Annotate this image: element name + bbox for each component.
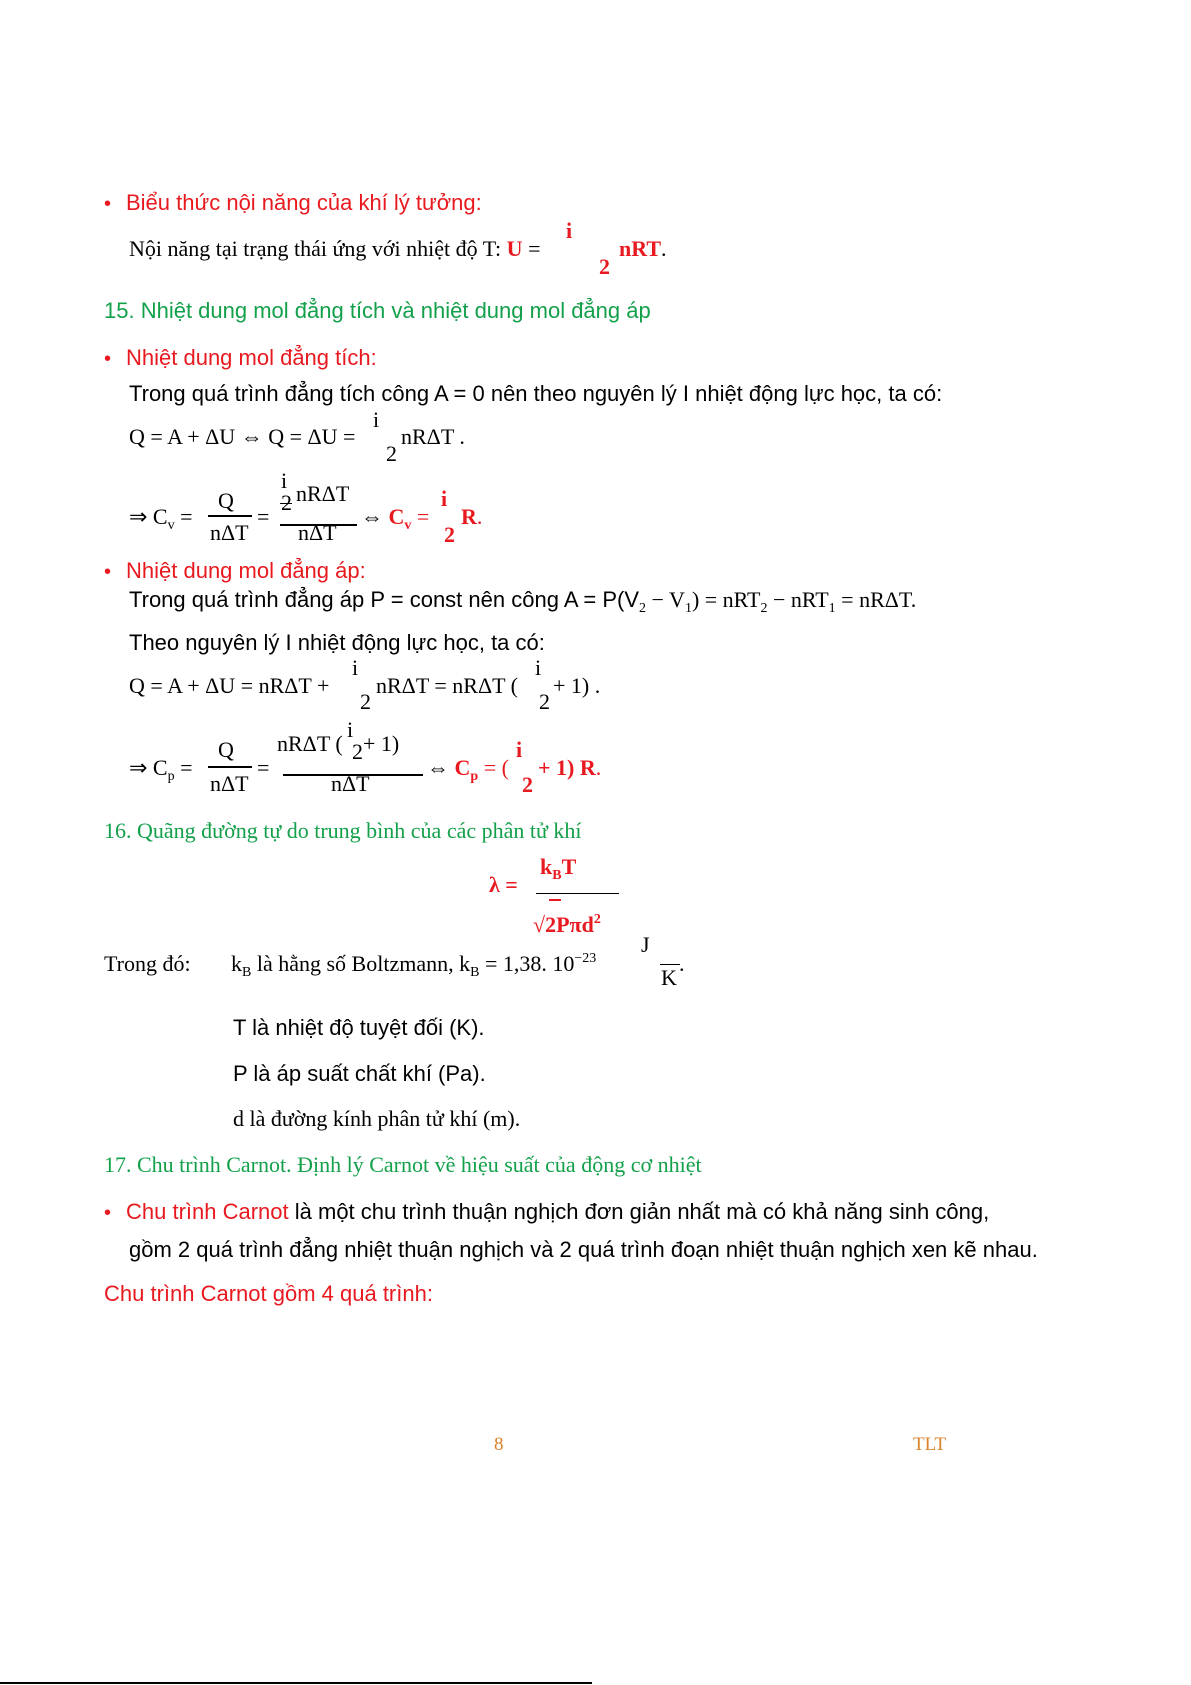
equals: = xyxy=(411,504,430,529)
cp-heading: Nhiệt dung mol đẳng áp: xyxy=(126,558,366,583)
cp-line3-a: Q = A + ΔU = nRΔT + xyxy=(129,673,330,698)
sub-1: 1 xyxy=(684,601,692,616)
k-symbol: k xyxy=(231,951,242,976)
R-red: R xyxy=(461,504,477,529)
cp-num-a: nRΔT ( xyxy=(277,731,343,756)
carnot-line1-text: là một chu trình thuận nghịch đơn giản nhất mà có khả năng sinh công, xyxy=(288,1199,990,1224)
plus-one: + 1 xyxy=(538,755,568,780)
internal-energy-text xyxy=(129,236,540,262)
unit-K: K xyxy=(661,965,677,990)
frac-i: i xyxy=(516,737,523,762)
frac-nDT: nΔT xyxy=(210,771,249,796)
kb-text: là hằng số Boltzmann, k xyxy=(251,951,471,976)
page-number: 8 xyxy=(494,1434,504,1455)
lambda-numerator xyxy=(540,854,576,884)
frac-nDT: nΔT xyxy=(331,771,370,796)
formula-U: U xyxy=(506,236,523,261)
carnot-line1 xyxy=(126,1199,1064,1225)
frac-2: 2 xyxy=(386,441,397,466)
fraction-bar xyxy=(280,503,292,504)
close-R: ) R xyxy=(567,755,596,780)
carnot-line2: gồm 2 quá trình đẳng nhiệt thuận nghịch và 2 quá trình đoạn nhiệt thuận nghịch xen kẽ nhau. xyxy=(129,1237,1038,1262)
cv-R xyxy=(461,504,482,530)
equals: = xyxy=(257,755,270,780)
cp-iff xyxy=(427,755,509,785)
frac-i: i xyxy=(352,655,359,680)
paren-open: = ( xyxy=(478,755,509,780)
footer-author: TLT xyxy=(913,1434,947,1455)
unit-J: J xyxy=(641,932,650,957)
frac-2: 2 xyxy=(444,522,455,547)
T-definition: T là nhiệt độ tuyệt đối (K). xyxy=(233,1015,485,1040)
frac-2: 2 xyxy=(522,772,533,797)
period: . xyxy=(679,951,685,976)
cv-red: C xyxy=(388,504,405,529)
bullet-dot: • xyxy=(104,193,112,215)
cp-symbol: ⇒ C xyxy=(129,755,168,780)
frac-i: i xyxy=(281,468,288,493)
P-definition: P là áp suất chất khí (Pa). xyxy=(233,1061,486,1086)
carnot-four-processes: Chu trình Carnot gồm 4 quá trình: xyxy=(104,1281,433,1306)
T-symbol: T xyxy=(561,854,577,879)
equals: = xyxy=(522,236,541,261)
frac-2: 2 xyxy=(352,739,363,764)
frac-i: i xyxy=(535,655,542,680)
fraction-bar xyxy=(208,766,252,768)
cv-heading: Nhiệt dung mol đẳng tích: xyxy=(126,345,377,370)
bullet-dot: • xyxy=(104,348,112,370)
k-symbol: k xyxy=(540,854,553,879)
cv-lhs xyxy=(129,504,193,534)
section-17-heading: 17. Chu trình Carnot. Định lý Carnot về hiệu suất của động cơ nhiệt xyxy=(104,1152,702,1177)
cp-line1-text: − nRT xyxy=(767,587,829,612)
frac-nDT: nΔT xyxy=(210,520,249,545)
equals: = xyxy=(174,504,193,529)
d-definition: d là đường kính phân tử khí (m). xyxy=(233,1106,521,1131)
equals: = xyxy=(174,755,193,780)
sup-2: 2 xyxy=(593,912,601,927)
den-text: √2Pπd xyxy=(533,912,594,937)
where-label: Trong đó: xyxy=(104,951,191,976)
fraction-bar xyxy=(208,515,252,517)
period: . xyxy=(595,755,602,780)
lambda-denominator xyxy=(533,912,601,938)
fraction-bar xyxy=(536,893,619,894)
sub-p: p xyxy=(167,769,175,784)
cp-line1-text: ) = nRT xyxy=(691,587,761,612)
sub-2: 2 xyxy=(760,601,768,616)
carnot-red-lead: Chu trình Carnot xyxy=(126,1199,289,1224)
equals: = xyxy=(257,504,270,529)
formula-nRT xyxy=(619,236,667,262)
cp-line1-text: Trong quá trình đẳng áp P = const nên công A = P(V xyxy=(129,587,640,612)
cv-iff xyxy=(361,504,429,534)
iff-symbol: ⇔ xyxy=(361,504,389,529)
cp-line1 xyxy=(129,587,916,617)
frac-nDT: nΔT xyxy=(298,520,337,545)
frac-2: 2 xyxy=(360,689,371,714)
frac-i: i xyxy=(347,717,354,742)
cp-line2: Theo nguyên lý I nhiệt động lực học, ta có: xyxy=(129,630,545,655)
kb-line xyxy=(231,951,596,981)
cp-line3-b: nRΔT = nRΔT ( xyxy=(376,673,518,698)
section-15-heading: 15. Nhiệt dung mol đẳng tích và nhiệt dung mol đẳng áp xyxy=(104,298,651,323)
cp-line1-text: = nRΔT. xyxy=(835,587,917,612)
cv-line2-a: Q = A + ΔU ⇔ Q = ΔU = xyxy=(129,424,356,449)
sub-1: 1 xyxy=(828,601,836,616)
cp-tail xyxy=(538,755,601,781)
lambda-lhs: λ = xyxy=(489,872,518,897)
period: . xyxy=(476,504,483,529)
iff-symbol: ⇔ xyxy=(427,755,455,780)
exponent: −23 xyxy=(574,951,597,966)
frac-i: i xyxy=(566,218,573,243)
sub-B: B xyxy=(552,868,562,883)
internal-energy-label: Nội năng tại trạng thái ứng với nhiệt độ T: xyxy=(129,236,507,261)
period: . xyxy=(661,236,667,261)
cv-line1: Trong quá trình đẳng tích công A = 0 nên theo nguyên lý I nhiệt động lực học, ta có: xyxy=(129,381,943,406)
frac-Q: Q xyxy=(218,737,234,762)
cp-red: C xyxy=(454,755,471,780)
kb-value: = 1,38. 10 xyxy=(479,951,575,976)
bullet-dot: • xyxy=(104,1202,112,1224)
sub-2: 2 xyxy=(639,601,647,616)
cp-line3-c: + 1) . xyxy=(553,673,601,698)
frac-nRDT: nRΔT xyxy=(296,481,350,506)
frac-Q: Q xyxy=(218,488,234,513)
nrt-text: nRT xyxy=(619,236,662,261)
footnote-divider xyxy=(0,1682,592,1684)
frac-2: 2 xyxy=(539,689,550,714)
sub-B: B xyxy=(470,965,480,980)
sub-B: B xyxy=(242,965,252,980)
sub-v: v xyxy=(167,518,175,533)
sub-v: v xyxy=(404,518,412,533)
sqrt-bar xyxy=(549,899,561,901)
frac-2: 2 xyxy=(599,254,610,279)
internal-energy-heading: Biểu thức nội năng của khí lý tưởng: xyxy=(126,190,482,215)
sub-p: p xyxy=(470,769,479,784)
bullet-dot: • xyxy=(104,561,112,583)
cp-lhs xyxy=(129,755,193,785)
section-16-heading: 16. Quãng đường tự do trung bình của các phân tử khí xyxy=(104,818,582,843)
cv-symbol: ⇒ C xyxy=(129,504,168,529)
frac-i: i xyxy=(441,486,448,511)
cp-num-b: + 1) xyxy=(363,731,400,756)
frac-i: i xyxy=(373,407,380,432)
cp-line1-text: − V xyxy=(646,587,685,612)
cv-line2-b: nRΔT . xyxy=(401,424,465,449)
